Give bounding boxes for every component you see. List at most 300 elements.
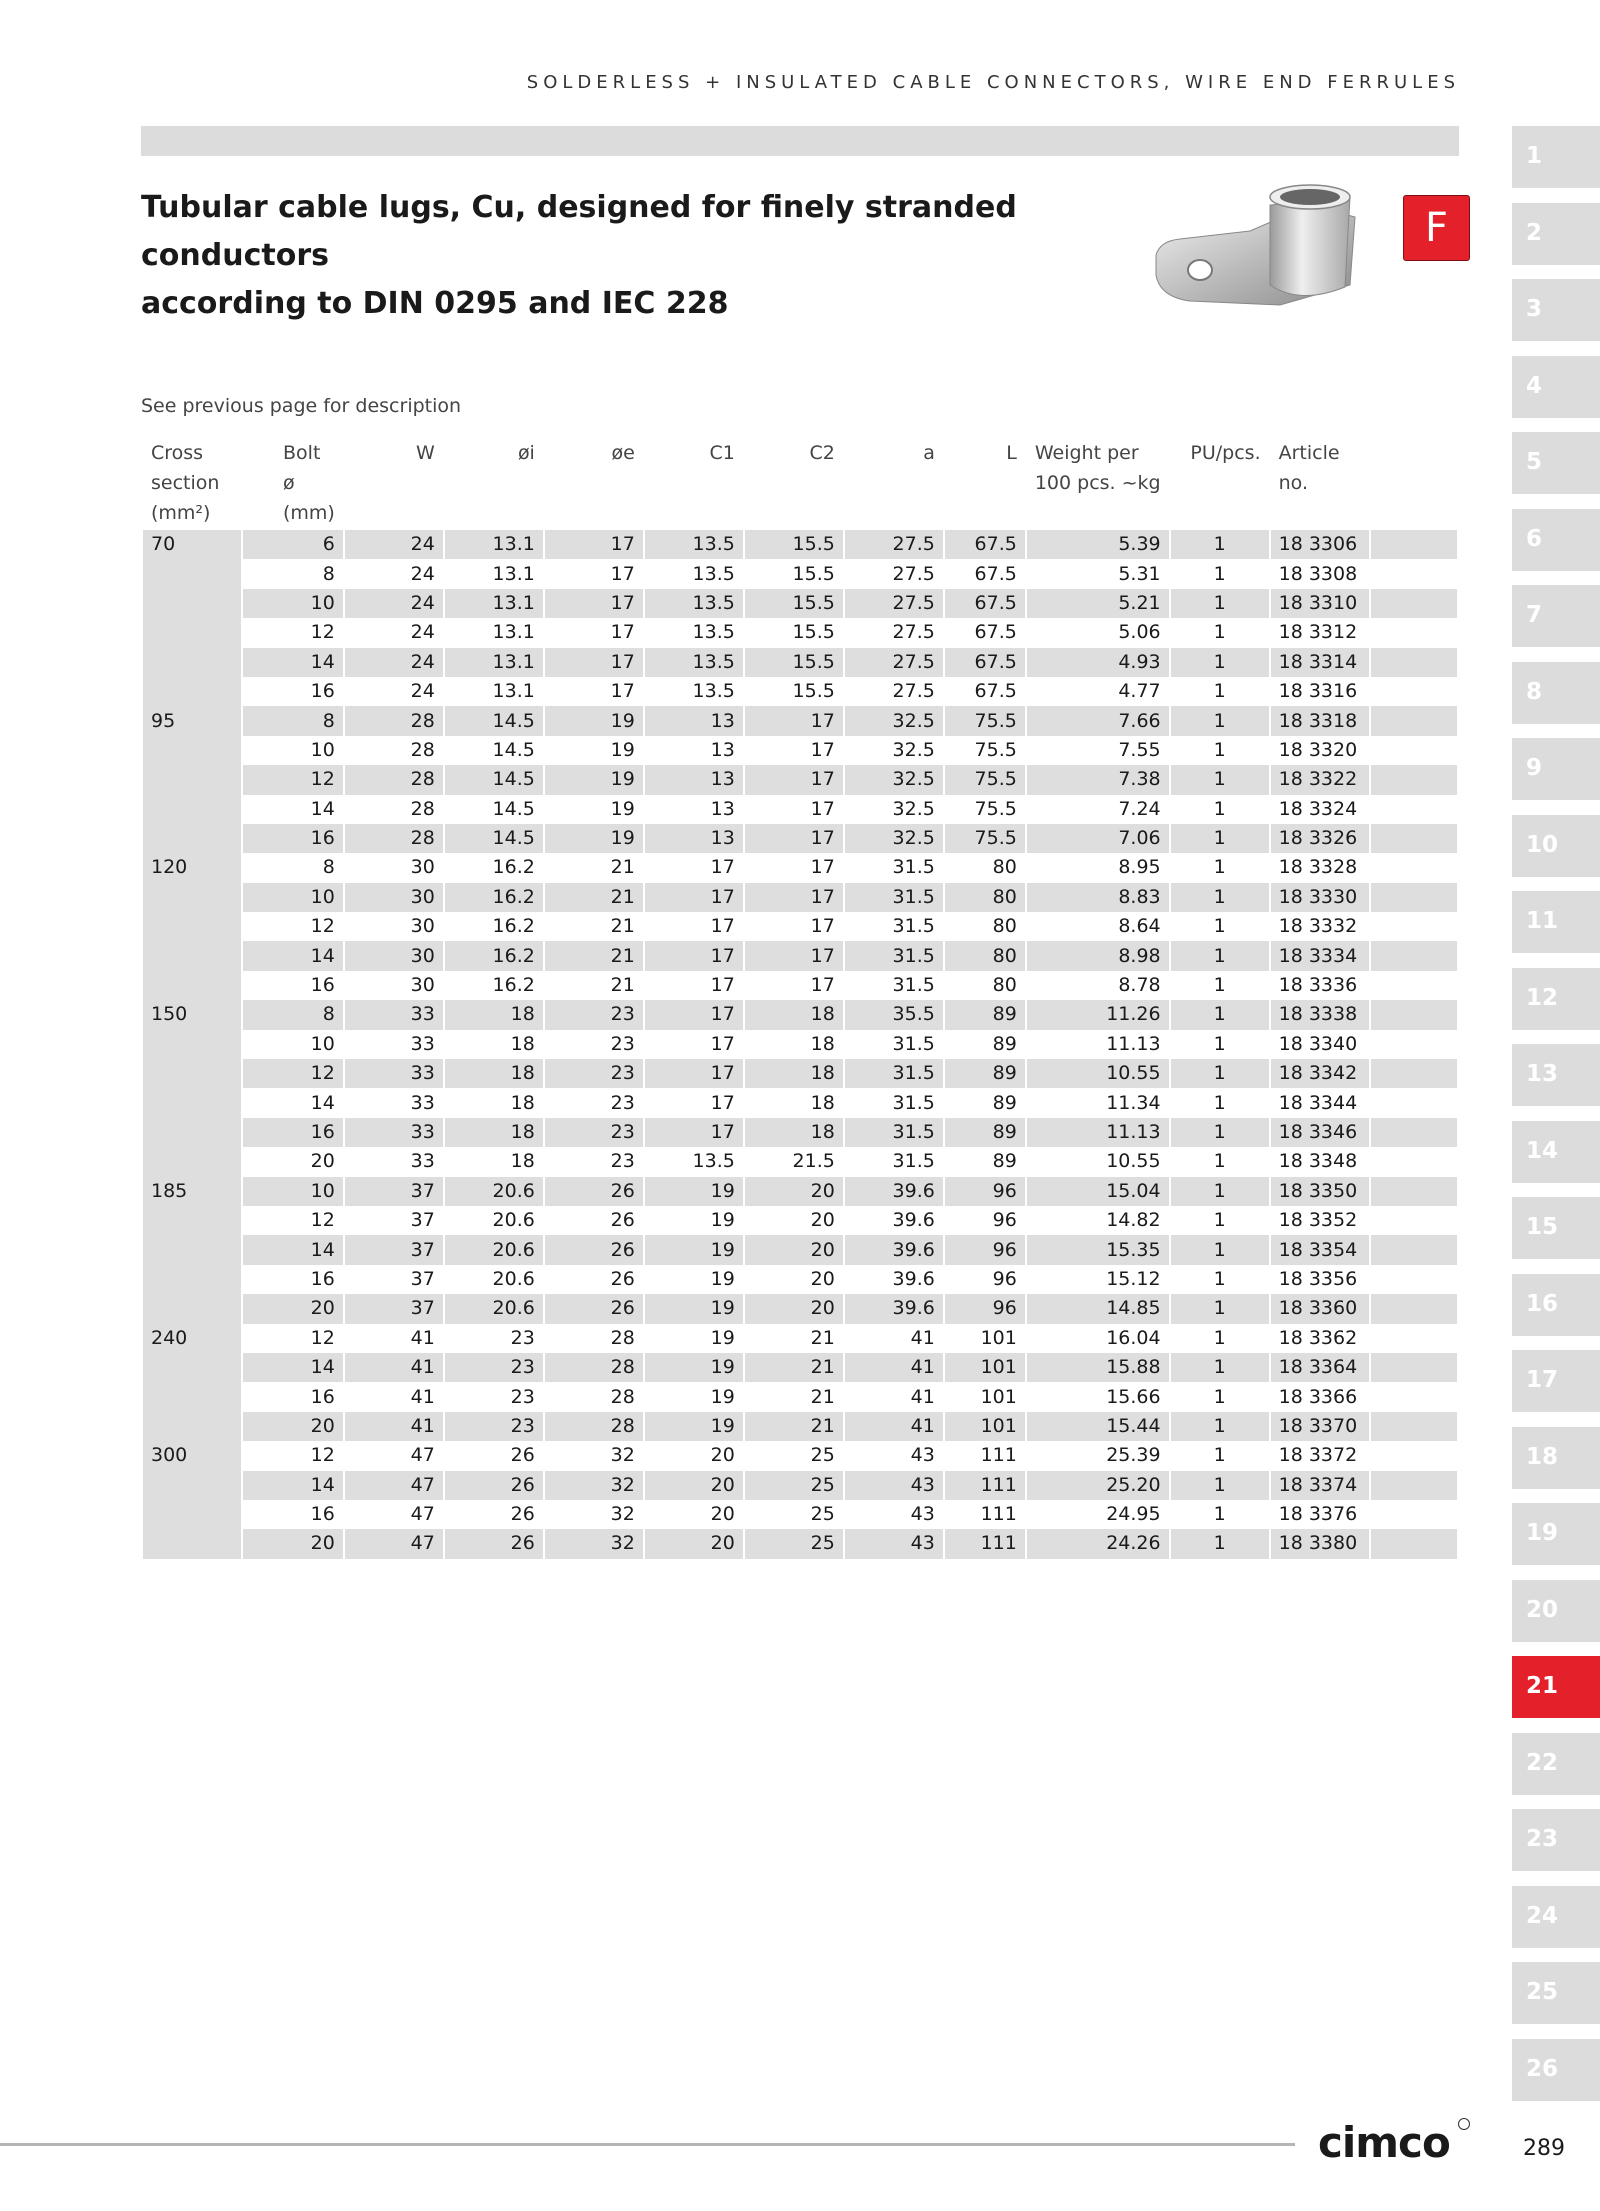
table-cell: 31.5 <box>892 1032 935 1055</box>
chapter-tab-4[interactable]: 4 <box>1512 356 1600 418</box>
table-cell: 7.06 <box>1027 824 1169 853</box>
table-cell: 32.5 <box>845 765 943 794</box>
table-cell: 20 <box>645 1471 743 1500</box>
table-cell: 7.55 <box>1118 738 1161 761</box>
table-cell-spacer <box>1371 795 1457 824</box>
table-cell: 16 <box>310 680 335 703</box>
table-cell: 41 <box>910 1326 935 1349</box>
table-cell-spacer <box>1371 1382 1457 1411</box>
table-cell: 17 <box>810 797 835 820</box>
table-cell: 27.5 <box>892 621 935 644</box>
table-cell: 18 3334 <box>1271 941 1369 970</box>
category-badge: F <box>1403 195 1470 261</box>
table-cell: 19 <box>645 1353 743 1382</box>
table-cell: 7.38 <box>1027 765 1169 794</box>
table-cell: 10 <box>243 589 343 618</box>
table-cell <box>143 1265 241 1294</box>
table-cell: 21 <box>810 1385 835 1408</box>
table-cell: 12 <box>310 1209 335 1232</box>
table-cell: 35.5 <box>845 1000 943 1029</box>
chapter-tab-9[interactable]: 9 <box>1512 738 1600 800</box>
table-cell: 1 <box>1213 562 1226 585</box>
table-cell: 1 <box>1213 1385 1226 1408</box>
table-cell-spacer <box>1371 1088 1457 1117</box>
table-cell: 12 <box>310 621 335 644</box>
table-cell: 14 <box>243 1471 343 1500</box>
table-cell: 23 <box>510 1385 535 1408</box>
table-row <box>143 1118 1457 1147</box>
table-cell: 19 <box>645 1235 743 1264</box>
table-cell: 11.13 <box>1027 1118 1169 1147</box>
table-cell-spacer <box>1371 589 1457 618</box>
table-cell: 37 <box>410 1209 435 1232</box>
table-cell: 41 <box>845 1353 943 1382</box>
table-row <box>143 1382 1457 1411</box>
table-cell: 18 3376 <box>1278 1503 1358 1526</box>
table-cell-spacer <box>1371 618 1457 647</box>
table-cell: 43 <box>910 1503 935 1526</box>
table-cell: 18 3360 <box>1271 1294 1369 1323</box>
table-cell: 27.5 <box>845 530 943 559</box>
table-cell: 16.2 <box>445 941 543 970</box>
table-cell: 18 3366 <box>1278 1385 1358 1408</box>
table-cell: 17 <box>810 856 835 879</box>
table-cell: 31.5 <box>845 1118 943 1147</box>
table-cell: 20 <box>810 1209 835 1232</box>
table-cell: 14 <box>243 1235 343 1264</box>
table-cell: 30 <box>410 856 435 879</box>
table-cell: 18 3374 <box>1271 1471 1369 1500</box>
table-cell: 1 <box>1171 1177 1269 1206</box>
table-cell: 16.2 <box>492 856 535 879</box>
table-cell: 10 <box>243 1177 343 1206</box>
table-cell: 16 <box>243 824 343 853</box>
table-cell: 32 <box>545 1529 643 1558</box>
table-cell: 20.6 <box>445 1294 543 1323</box>
table-cell: 28 <box>345 706 443 735</box>
table-cell: 1 <box>1171 530 1269 559</box>
table-cell: 18 <box>745 1059 843 1088</box>
table-cell: 18 3342 <box>1271 1059 1369 1088</box>
chapter-tab-25[interactable]: 25 <box>1512 1962 1600 2024</box>
table-cell: 75.5 <box>945 706 1025 735</box>
table-cell: 96 <box>992 1267 1017 1290</box>
table-cell: 25 <box>810 1503 835 1526</box>
table-cell: 10 <box>310 738 335 761</box>
table-cell: 4.93 <box>1027 648 1169 677</box>
table-cell: 14.5 <box>492 738 535 761</box>
table-cell: 25.39 <box>1106 1444 1161 1467</box>
table-cell: 14 <box>310 1091 335 1114</box>
table-cell: 101 <box>980 1385 1017 1408</box>
table-cell: 96 <box>945 1177 1025 1206</box>
table-cell: 28 <box>410 797 435 820</box>
table-cell: 33 <box>410 1032 435 1055</box>
table-cell: 17 <box>545 589 643 618</box>
table-cell <box>143 883 241 912</box>
table-cell: 8 <box>243 706 343 735</box>
table-cell: 16.2 <box>492 915 535 938</box>
table-cell: 17 <box>710 1091 735 1114</box>
column-header-oe: øe <box>611 442 635 464</box>
chapter-tab-3[interactable]: 3 <box>1512 279 1600 341</box>
table-cell: 39.6 <box>845 1177 943 1206</box>
table-row <box>143 853 1457 882</box>
table-cell-spacer <box>1371 883 1457 912</box>
table-cell: 89 <box>992 1150 1017 1173</box>
table-cell: 20.6 <box>492 1209 535 1232</box>
table-row <box>143 1441 1457 1470</box>
table-row <box>143 1030 1457 1059</box>
table-cell: 95 <box>143 706 241 735</box>
table-cell-spacer <box>1371 1000 1457 1029</box>
column-header-pu: PU/pcs. <box>1190 442 1261 464</box>
table-cell: 17 <box>645 941 743 970</box>
chapter-tab-14[interactable]: 14 <box>1512 1121 1600 1183</box>
chapter-tab-13[interactable]: 13 <box>1512 1044 1600 1106</box>
chapter-tab-23[interactable]: 23 <box>1512 1809 1600 1871</box>
table-cell <box>143 765 241 794</box>
table-cell: 12 <box>310 1444 335 1467</box>
table-row <box>143 765 1457 794</box>
table-cell: 17 <box>710 1032 735 1055</box>
table-cell: 20 <box>745 1235 843 1264</box>
table-row <box>143 1529 1457 1558</box>
table-cell: 80 <box>992 856 1017 879</box>
table-cell: 5.31 <box>1118 562 1161 585</box>
table-cell: 75.5 <box>974 797 1017 820</box>
table-cell: 1 <box>1171 1000 1269 1029</box>
table-cell: 10.55 <box>1106 1150 1161 1173</box>
table-cell: 41 <box>845 1412 943 1441</box>
table-cell: 67.5 <box>974 562 1017 585</box>
column-header-oi: øi <box>517 442 535 464</box>
table-cell: 300 <box>143 1441 241 1470</box>
table-cell: 7.66 <box>1027 706 1169 735</box>
table-row <box>143 1500 1457 1529</box>
table-header-row <box>143 438 1457 530</box>
chapter-tab-26[interactable]: 26 <box>1512 2039 1600 2101</box>
table-cell: 13.5 <box>692 562 735 585</box>
table-cell: 26 <box>510 1503 535 1526</box>
table-cell <box>143 559 241 588</box>
table-cell: 18 3318 <box>1271 706 1369 735</box>
chapter-tab-8[interactable]: 8 <box>1512 662 1600 724</box>
table-cell: 80 <box>992 974 1017 997</box>
table-cell: 15.5 <box>745 530 843 559</box>
table-row <box>143 883 1457 912</box>
table-cell: 26 <box>445 1471 543 1500</box>
table-cell: 23 <box>545 1059 643 1088</box>
table-row <box>143 530 1457 559</box>
table-cell: 28 <box>545 1412 643 1441</box>
column-header-c1: C1 <box>709 442 735 464</box>
table-cell: 33 <box>345 1000 443 1029</box>
table-cell: 26 <box>545 1235 643 1264</box>
table-cell: 18 <box>510 1150 535 1173</box>
column-header-bolt: Bolt ø (mm) <box>283 442 335 524</box>
table-cell: 120 <box>143 853 241 882</box>
table-cell-spacer <box>1371 736 1457 765</box>
table-cell: 13 <box>710 738 735 761</box>
table-cell: 111 <box>980 1503 1017 1526</box>
chapter-tab-15[interactable]: 15 <box>1512 1197 1600 1259</box>
table-cell: 32 <box>545 1471 643 1500</box>
table-cell: 30 <box>345 941 443 970</box>
table-cell: 11.13 <box>1106 1032 1161 1055</box>
table-cell <box>143 971 241 1000</box>
table-row <box>143 559 1457 588</box>
table-row <box>143 706 1457 735</box>
table-cell: 75.5 <box>945 765 1025 794</box>
chapter-tab-21[interactable]: 21 <box>1512 1656 1600 1718</box>
table-cell: 1 <box>1213 1209 1226 1232</box>
table-cell: 24.95 <box>1106 1503 1161 1526</box>
table-cell: 19 <box>545 765 643 794</box>
table-cell: 8.64 <box>1118 915 1161 938</box>
table-cell-spacer <box>1371 1324 1457 1353</box>
table-cell: 26 <box>545 1177 643 1206</box>
table-cell: 15.5 <box>792 562 835 585</box>
table-cell: 18 3348 <box>1278 1150 1358 1173</box>
table-cell: 5.21 <box>1027 589 1169 618</box>
table-cell: 33 <box>410 1150 435 1173</box>
table-cell: 18 3320 <box>1278 738 1358 761</box>
table-cell-spacer <box>1371 1177 1457 1206</box>
table-cell: 23 <box>545 1118 643 1147</box>
table-cell: 20 <box>710 1503 735 1526</box>
table-cell: 20.6 <box>492 1267 535 1290</box>
table-cell: 16 <box>310 974 335 997</box>
table-cell: 6 <box>243 530 343 559</box>
column-header-c2: C2 <box>809 442 835 464</box>
table-cell: 19 <box>710 1326 735 1349</box>
table-cell: 17 <box>645 1118 743 1147</box>
table-row <box>143 648 1457 677</box>
table-cell: 67.5 <box>945 648 1025 677</box>
table-cell: 21.5 <box>792 1150 835 1173</box>
table-cell: 18 3332 <box>1278 915 1358 938</box>
table-cell: 150 <box>143 1000 241 1029</box>
table-cell: 13.5 <box>692 680 735 703</box>
table-cell: 8 <box>322 562 335 585</box>
table-cell: 17 <box>810 915 835 938</box>
table-cell: 32.5 <box>845 706 943 735</box>
table-cell: 18 3340 <box>1278 1032 1358 1055</box>
table-cell: 15.04 <box>1027 1177 1169 1206</box>
table-cell: 111 <box>945 1529 1025 1558</box>
table-cell: 30 <box>410 974 435 997</box>
table-cell: 37 <box>345 1294 443 1323</box>
table-cell: 17 <box>710 974 735 997</box>
chapter-tab-12[interactable]: 12 <box>1512 968 1600 1030</box>
table-cell: 39.6 <box>892 1209 935 1232</box>
table-cell <box>143 1294 241 1323</box>
table-cell-spacer <box>1371 706 1457 735</box>
table-cell: 26 <box>545 1294 643 1323</box>
table-cell: 185 <box>143 1177 241 1206</box>
table-cell: 18 <box>445 1059 543 1088</box>
table-cell: 1 <box>1171 824 1269 853</box>
table-cell: 18 3364 <box>1271 1353 1369 1382</box>
table-cell: 21 <box>610 974 635 997</box>
chapter-tab-20[interactable]: 20 <box>1512 1580 1600 1642</box>
table-cell: 25 <box>810 1444 835 1467</box>
table-cell: 67.5 <box>974 621 1017 644</box>
table-cell: 12 <box>310 1326 335 1349</box>
chapter-tab-19[interactable]: 19 <box>1512 1503 1600 1565</box>
table-cell: 17 <box>645 883 743 912</box>
chapter-tab-17[interactable]: 17 <box>1512 1350 1600 1412</box>
chapter-tab-5[interactable]: 5 <box>1512 432 1600 494</box>
table-cell: 18 3354 <box>1271 1235 1369 1264</box>
table-cell: 21 <box>810 1326 835 1349</box>
table-cell: 18 3316 <box>1278 680 1358 703</box>
table-row <box>143 736 1457 765</box>
table-cell: 33 <box>345 1059 443 1088</box>
chapter-tab-22[interactable]: 22 <box>1512 1733 1600 1795</box>
table-cell: 18 3380 <box>1271 1529 1369 1558</box>
table-cell: 1 <box>1213 621 1226 644</box>
table-cell-spacer <box>1371 1118 1457 1147</box>
table-cell: 15.66 <box>1106 1385 1161 1408</box>
table-cell: 96 <box>945 1235 1025 1264</box>
table-cell: 15.5 <box>792 680 835 703</box>
table-cell: 8 <box>243 1000 343 1029</box>
table-cell: 28 <box>545 1353 643 1382</box>
table-cell <box>143 941 241 970</box>
table-cell: 28 <box>610 1385 635 1408</box>
table-cell: 16 <box>310 1385 335 1408</box>
table-cell: 18 3324 <box>1278 797 1358 820</box>
table-cell: 20 <box>810 1267 835 1290</box>
table-cell: 12 <box>243 1059 343 1088</box>
table-cell: 67.5 <box>945 530 1025 559</box>
table-cell: 1 <box>1171 1471 1269 1500</box>
table-cell: 19 <box>610 738 635 761</box>
page-title-line-2: according to DIN 0295 and IEC 228 <box>141 286 729 321</box>
chapter-tab-18[interactable]: 18 <box>1512 1427 1600 1489</box>
table-cell: 18 3352 <box>1278 1209 1358 1232</box>
table-cell: 24 <box>410 680 435 703</box>
table-cell <box>143 589 241 618</box>
table-cell: 1 <box>1213 1444 1226 1467</box>
table-cell <box>143 618 241 647</box>
table-cell: 19 <box>545 824 643 853</box>
table-cell: 31.5 <box>845 1059 943 1088</box>
table-cell: 20 <box>310 1150 335 1173</box>
chapter-tab-6[interactable]: 6 <box>1512 509 1600 571</box>
table-cell: 15.12 <box>1106 1267 1161 1290</box>
table-cell <box>143 1382 241 1411</box>
table-cell: 14 <box>243 941 343 970</box>
table-cell: 23 <box>445 1353 543 1382</box>
chapter-tab-10[interactable]: 10 <box>1512 815 1600 877</box>
table-cell: 240 <box>143 1324 241 1353</box>
table-cell: 19 <box>710 1267 735 1290</box>
table-cell: 17 <box>745 883 843 912</box>
table-cell: 20.6 <box>445 1235 543 1264</box>
table-cell: 18 3350 <box>1271 1177 1369 1206</box>
table-cell: 25 <box>745 1471 843 1500</box>
table-cell: 17 <box>745 941 843 970</box>
table-cell <box>143 1088 241 1117</box>
table-cell-spacer <box>1371 765 1457 794</box>
table-cell: 24 <box>410 562 435 585</box>
table-cell: 31.5 <box>892 1150 935 1173</box>
table-cell: 1 <box>1213 738 1226 761</box>
table-cell: 19 <box>610 797 635 820</box>
table-cell: 27.5 <box>892 562 935 585</box>
table-cell: 1 <box>1213 1326 1226 1349</box>
table-cell-spacer <box>1371 1529 1457 1558</box>
table-row <box>143 824 1457 853</box>
table-cell <box>143 1471 241 1500</box>
table-cell: 24.26 <box>1027 1529 1169 1558</box>
specification-table <box>141 438 1459 1559</box>
table-cell-spacer <box>1371 559 1457 588</box>
chapter-tab-24[interactable]: 24 <box>1512 1886 1600 1948</box>
table-cell: 17 <box>710 915 735 938</box>
table-cell: 27.5 <box>845 648 943 677</box>
table-cell: 23 <box>510 1326 535 1349</box>
table-cell: 80 <box>945 941 1025 970</box>
table-cell: 18 3344 <box>1278 1091 1358 1114</box>
table-cell: 17 <box>610 680 635 703</box>
chapter-tab-16[interactable]: 16 <box>1512 1274 1600 1336</box>
table-cell: 5.06 <box>1118 621 1161 644</box>
chapter-tab-11[interactable]: 11 <box>1512 891 1600 953</box>
table-cell: 1 <box>1171 1412 1269 1441</box>
table-cell: 18 <box>510 1091 535 1114</box>
chapter-tab-1[interactable]: 1 <box>1512 126 1600 188</box>
table-cell: 8.78 <box>1118 974 1161 997</box>
table-row <box>143 589 1457 618</box>
table-cell: 1 <box>1213 974 1226 997</box>
table-cell: 12 <box>310 915 335 938</box>
page-title-line-1: Tubular cable lugs, Cu, designed for finely stranded conductors <box>141 190 1017 273</box>
cimco-logo: cimco <box>1318 2118 1450 2167</box>
table-cell: 41 <box>345 1412 443 1441</box>
table-cell: 31.5 <box>892 1091 935 1114</box>
table-cell: 21 <box>610 856 635 879</box>
table-row <box>143 1147 1457 1176</box>
table-cell: 20 <box>745 1177 843 1206</box>
table-cell: 39.6 <box>845 1294 943 1323</box>
table-cell: 1 <box>1213 1267 1226 1290</box>
table-cell: 13.5 <box>692 621 735 644</box>
chapter-tab-7[interactable]: 7 <box>1512 585 1600 647</box>
table-cell: 32 <box>610 1444 635 1467</box>
table-cell: 28 <box>345 824 443 853</box>
table-cell: 4.77 <box>1118 680 1161 703</box>
table-cell-spacer <box>1371 1030 1457 1059</box>
table-cell: 20 <box>243 1412 343 1441</box>
table-cell-spacer <box>1371 912 1457 941</box>
table-cell: 15.35 <box>1027 1235 1169 1264</box>
table-cell: 18 <box>445 1118 543 1147</box>
table-cell: 89 <box>945 1059 1025 1088</box>
table-row <box>143 1412 1457 1441</box>
table-cell: 33 <box>345 1118 443 1147</box>
table-cell: 31.5 <box>892 856 935 879</box>
table-cell: 1 <box>1171 1235 1269 1264</box>
table-cell: 1 <box>1213 1032 1226 1055</box>
table-cell: 17 <box>810 738 835 761</box>
table-cell <box>143 648 241 677</box>
chapter-tab-2[interactable]: 2 <box>1512 203 1600 265</box>
table-cell: 18 3356 <box>1278 1267 1358 1290</box>
